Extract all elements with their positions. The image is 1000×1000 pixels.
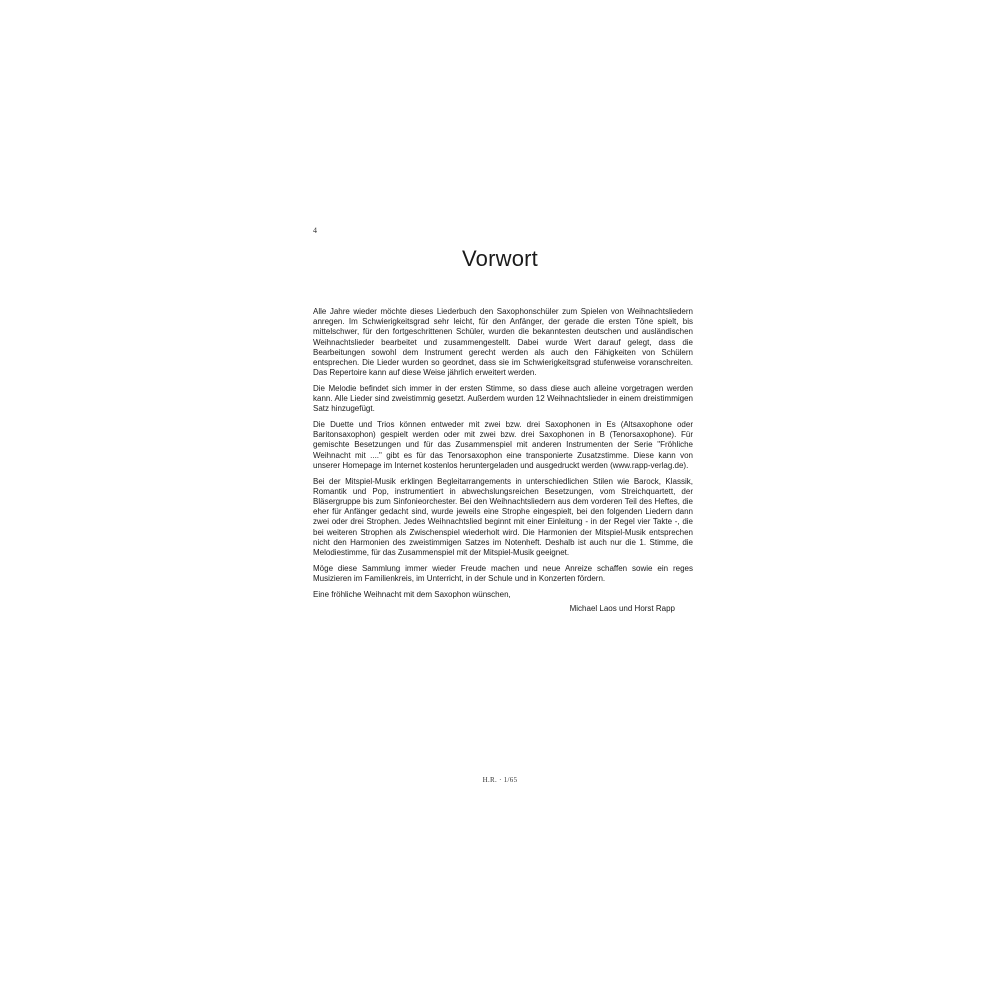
paragraph: Eine fröhliche Weihnacht mit dem Saxophon wünschen, (313, 589, 511, 599)
paragraph: Bei der Mitspiel-Musik erklingen Begleitarrangements in unterschiedlichen Stilen wie Barock, Klassik, Romantik und Pop, instrumentiert in abwechslungsreichen Besetzungen, vom Streichquartett, der Bläsergruppe bis zum Sinfonieorchester. Bei den Weihnachtsliedern aus dem vorderen Teil des Heftes, die eher für Anfänger gedacht sind, wurde jeweils eine Strophe eingespielt, bei den folgenden Liedern dann zwei oder drei Strophen. Jedes Weihnachtslied beginnt mit einer Einleitung - in der Regel vier Takte -, die bei weiteren Strophen als Zwischenspiel wiederholt wird. Die Harmonien der Mitspiel-Musik entsprechen nicht den Harmonien des zweistimmigen Satzes im Notenheft. Deshalb ist auch nur die 1. Stimme, die Melodiestimme, für das Zusammenspiel mit der Mitspiel-Musik geeignet. (313, 476, 693, 557)
paragraph: Die Melodie befindet sich immer in der ersten Stimme, so dass diese auch alleine vorgetragen werden kann. Alle Lieder sind zweistimmig gesetzt. Außerdem wurden 12 Weihnachtslieder in einem dreistimmigen Satz hinzugefügt. (313, 383, 693, 414)
paragraph: Möge diese Sammlung immer wieder Freude machen und neue Anreize schaffen sowie ein reges Musizieren im Familienkreis, im Unterricht, in der Schule und in Konzerten fördern. (313, 563, 693, 583)
page-title: Vorwort (462, 246, 538, 271)
signature: Michael Laos und Horst Rapp (569, 604, 675, 613)
footer-mark: H.R. · 1/65 (482, 776, 518, 784)
preface-body (313, 307, 693, 605)
paragraph: Alle Jahre wieder möchte dieses Liederbuch den Saxophonschüler zum Spielen von Weihnachtsliedern anregen. Im Schwierigkeitsgrad sehr leicht, für den Anfänger, der gerade die ersten Töne spielt, bis mittelschwer, für den fortgeschrittenen Schüler, wurden die bekanntesten deutschen und ausländischen Weihnachtslieder bearbeitet und zusammengestellt. Dabei wurde Wert darauf gelegt, dass die Bearbeitungen sowohl dem Instrument gerecht werden als auch den Fähigkeiten von Schülern entsprechen. Die Lieder wurden so geordnet, dass sie im Schwierigkeitsgrad stufenweise voranschreiten. Das Repertoire kann auf diese Weise jährlich erweitert werden. (313, 307, 693, 378)
paragraph: Die Duette und Trios können entweder mit zwei bzw. drei Saxophonen in Es (Altsaxophone oder Baritonsaxophon) gespielt werden oder mit zwei bzw. drei Saxophonen in B (Tenorsaxophone). Für gemischte Besetzungen und für das Zusammenspiel mit anderen Instrumenten der Serie "Fröhliche Weihnacht mit ...." gibt es für das Tenorsaxophon eine transponierte Zusatzstimme. Diese kann von unserer Homepage im Internet kostenlos heruntergeladen und ausgedruckt werden (www.rapp-verlag.de). (313, 420, 693, 470)
page-number: 4 (313, 226, 317, 235)
